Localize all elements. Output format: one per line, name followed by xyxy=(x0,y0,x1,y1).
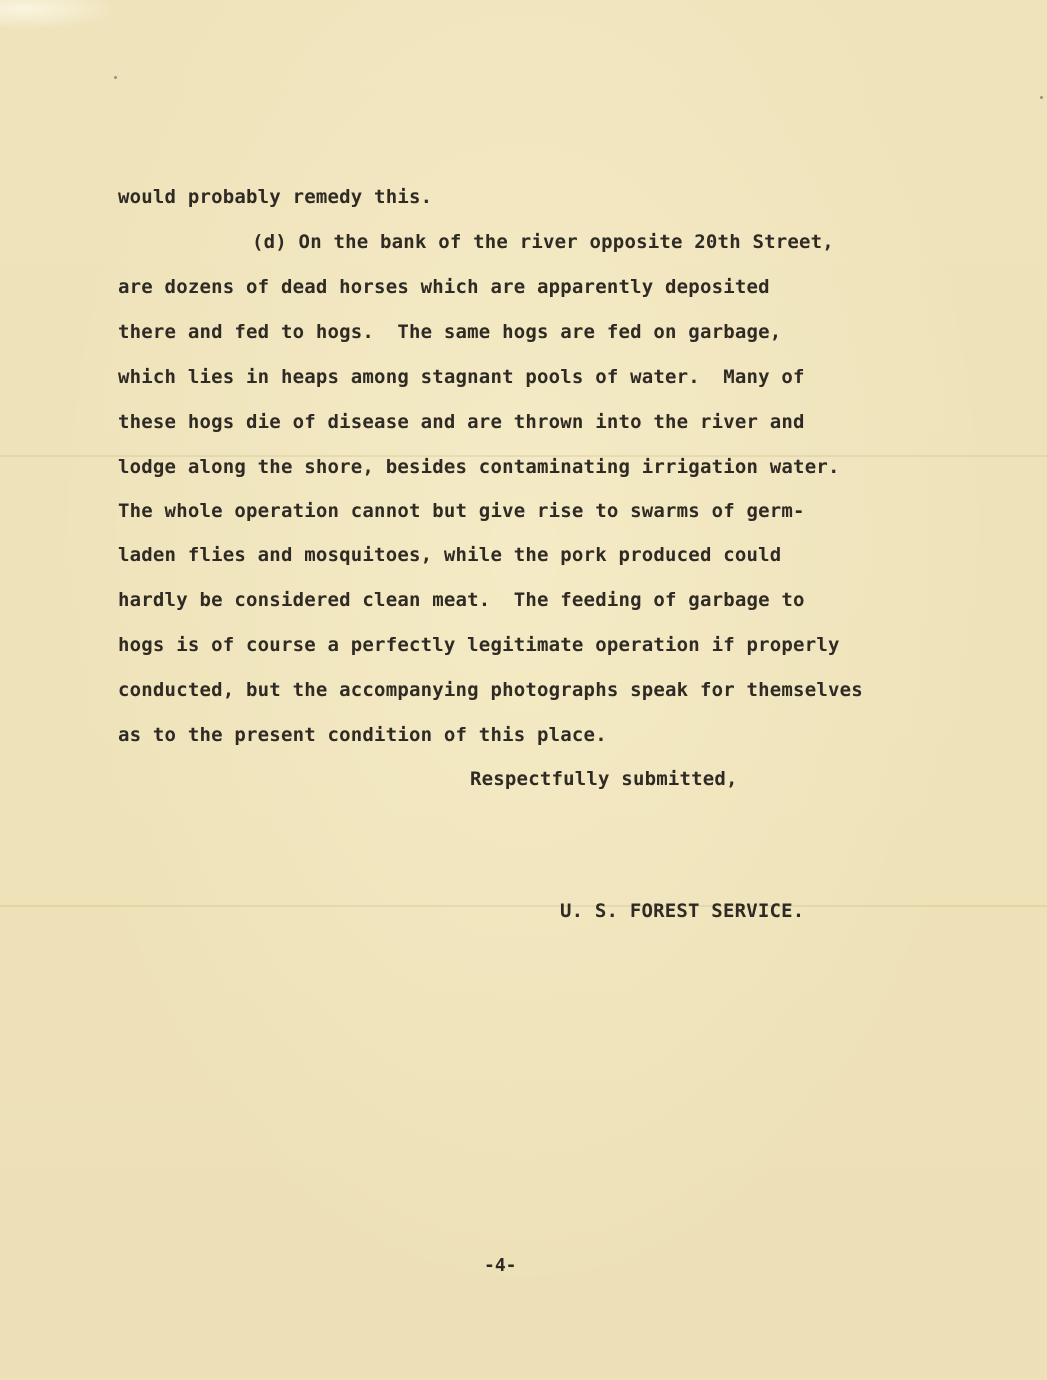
body-line: laden flies and mosquitoes, while the pork produced could xyxy=(118,544,782,566)
body-line: these hogs die of disease and are thrown into the river and xyxy=(118,411,805,433)
paper-speck xyxy=(114,76,117,79)
body-line: would probably remedy this. xyxy=(118,186,433,208)
body-line: (d) On the bank of the river opposite 20th Street, xyxy=(252,231,834,253)
paper-fold xyxy=(0,905,1047,907)
body-line: The whole operation cannot but give rise to swarms of germ- xyxy=(118,500,805,522)
paper-stain xyxy=(0,0,120,30)
body-line: hogs is of course a perfectly legitimate operation if properly xyxy=(118,634,840,656)
signature-line: U. S. FOREST SERVICE. xyxy=(560,900,805,922)
closing-line: Respectfully submitted, xyxy=(470,768,738,790)
body-line: as to the present condition of this place. xyxy=(118,724,607,746)
body-line: which lies in heaps among stagnant pools of water. Many of xyxy=(118,366,805,388)
body-line: there and fed to hogs. The same hogs are fed on garbage, xyxy=(118,321,782,343)
body-line: conducted, but the accompanying photographs speak for themselves xyxy=(118,679,863,701)
body-line: lodge along the shore, besides contaminating irrigation water. xyxy=(118,456,840,478)
body-line: are dozens of dead horses which are apparently deposited xyxy=(118,276,770,298)
page-number: -4- xyxy=(484,1255,517,1276)
body-line: hardly be considered clean meat. The feeding of garbage to xyxy=(118,589,805,611)
paper-speck xyxy=(1040,96,1043,99)
